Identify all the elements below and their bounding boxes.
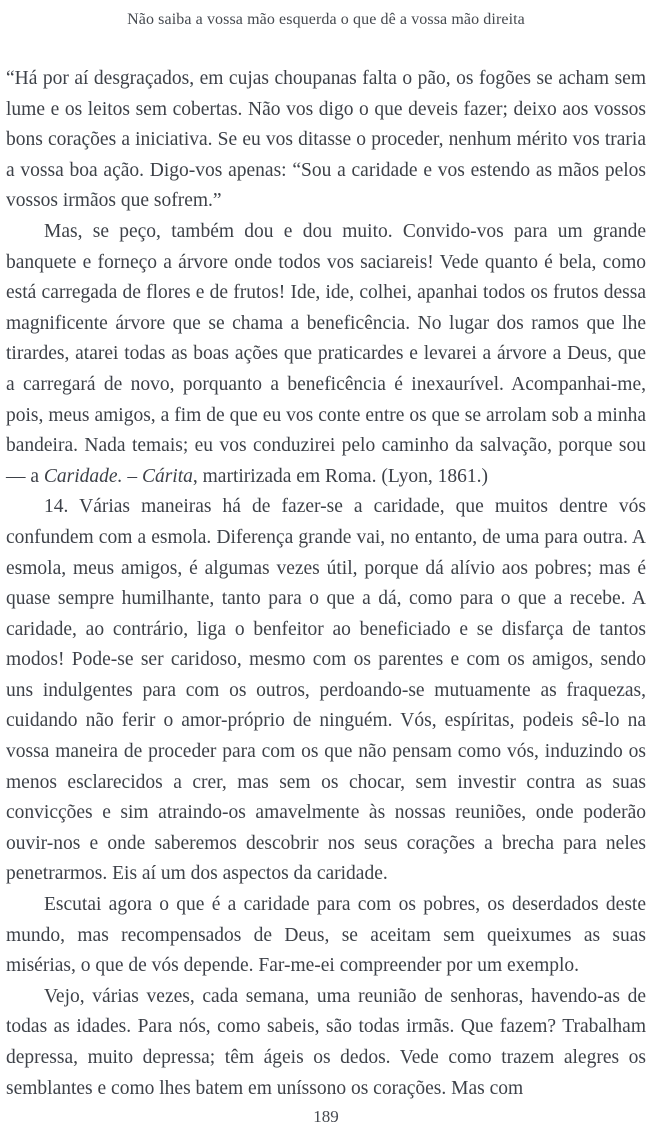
paragraph-text: Escutai agora o que é a caridade para com os pobres, os deserdados deste mundo, mas recompensados de Deus, se aceitam sem queixumes as suas misérias, o que de vós depende. Far-me-ei compreender por um exemplo. (6, 894, 646, 977)
paragraph (6, 982, 646, 1104)
page-number: 189 (313, 1107, 339, 1126)
paragraph (6, 64, 646, 217)
paragraph-text: Mas, se peço, também dou e dou muito. Convido-vos para um grande banquete e forneço a árvore onde todos vos saciareis! Vede quanto é bela, como está carregada de flores e de frutos! Ide, ide, colhei, apanhai todos os frutos dessa magnificente árvore que se chama a beneficência. No lugar dos ramos que lhe tirardes, atarei todas as boas ações que praticardes e levarei a árvore a Deus, que a carregará de novo, porquanto a beneficência é inexaurível. Acompanhai-me, pois, meus amigos, a fim de que eu vos conte entre os que se arrolam sob a minha bandeira. Nada temais; eu vos conduzirei pelo caminho da salvação, porque sou — a (6, 220, 646, 487)
body-paragraphs (6, 64, 646, 1104)
paragraph (6, 492, 646, 890)
paragraph-text-italic: Caridade. – Cárita (43, 465, 193, 487)
paragraph-text: “Há por aí desgraçados, em cujas choupanas falta o pão, os fogões se acham sem lume e os leitos sem cobertas. Não vos digo o que deveis fazer; deixo aos vossos bons corações a iniciativa. Se eu vos ditasse o proceder, nenhum mérito vos traria a vossa boa ação. Digo-vos apenas: “Sou a caridade e vos estendo as mãos pelos vossos irmãos que sofrem.” (6, 68, 646, 212)
paragraph-text: Vejo, várias vezes, cada semana, uma reunião de senhoras, havendo-as de todas as idades. Para nós, como sabeis, são todas irmãs. Que fazem? Trabalham depressa, muito depressa; têm ágeis os dedos. Vede como trazem alegres os semblantes e como lhes batem em uníssono os corações. Mas com (6, 985, 646, 1099)
paragraph-text: 14. Várias maneiras há de fazer-se a caridade, que muitos dentre vós confundem com a esmola. Diferença grande vai, no entanto, de uma para outra. A esmola, meus amigos, é algumas vezes útil, porque dá alívio aos pobres; mas é quase sempre humilhante, tanto para o que a dá, como para o que a recebe. A caridade, ao contrário, liga o benfeitor ao beneficiado e se disfarça de tantos modos! Pode-se ser caridoso, mesmo com os parentes e com os amigos, sendo uns indulgentes para com os outros, perdoando-se mutuamente as fraquezas, cuidando não ferir o amor-próprio de ninguém. Vós, espíritas, podeis sê-lo na vossa maneira de proceder para com os que não pensam como vós, induzindo os menos esclarecidos a crer, mas sem os chocar, sem investir contra as suas convicções e sim atraindo-os amavelmente às nossas reuniões, onde poderão ouvir-nos e onde saberemos descobrir nos seus corações a brecha para neles penetrarmos. Eis aí um dos aspectos da caridade. (6, 496, 646, 885)
paragraph (6, 890, 646, 982)
paragraph (6, 217, 646, 492)
running-header: Não saiba a vossa mão esquerda o que dê a vossa mão direita (127, 11, 525, 28)
paragraph-text: , martirizada em Roma. (Lyon, 1861.) (192, 465, 489, 487)
